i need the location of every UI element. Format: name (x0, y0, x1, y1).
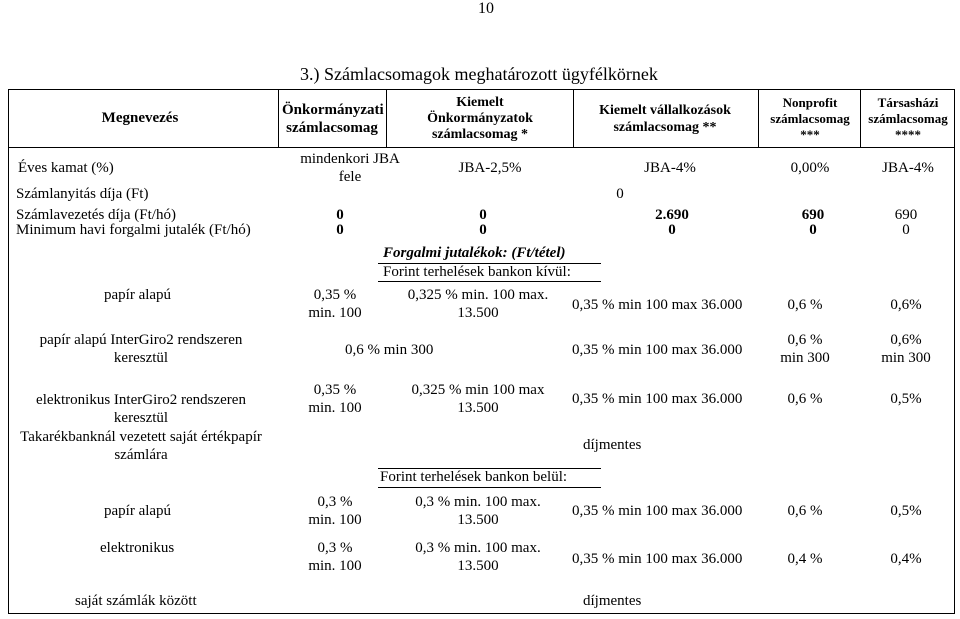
row-label-szamlavezetes: Számlavezetés díja (Ft/hó) (16, 207, 176, 223)
kivul-elektronikus-intergiro-col4: 0,6 % (787, 391, 823, 407)
belul-elektronikus-col1-line2: min. 100 (308, 558, 362, 574)
header-col4-line2: számlacsomag (770, 111, 850, 126)
min-forgalmi-col2: 0 (479, 222, 487, 238)
kivul-papir-intergiro-col12: 0,6 % min 300 (345, 342, 434, 358)
header-col4-line1: Nonprofit (782, 95, 838, 110)
belul-papir-col4: 0,6 % (787, 503, 823, 519)
szamlanyitas-value: 0 (616, 186, 624, 202)
kivul-papir-col1-line1: 0,35 % (313, 287, 357, 303)
kivul-papir-intergiro-col3: 0,35 % min 100 max 36.000 (572, 342, 743, 358)
belul-papir-col2-line1: 0,3 % min. 100 max. (415, 494, 541, 510)
eves-kamat-col3: JBA-4% (644, 160, 696, 176)
kivul-elektronikus-intergiro-col2-line2: 13.500 (457, 400, 499, 416)
forgalmi-title: Forgalmi jutalékok: (Ft/tétel) (383, 245, 566, 261)
kivul-elektronikus-intergiro-col3: 0,35 % min 100 max 36.000 (572, 391, 743, 407)
belul-papir-col1-line2: min. 100 (308, 512, 362, 528)
forgalmi-belul-title: Forint terhelések bankon belül: (380, 469, 568, 485)
belul-elektronikus-col3: 0,35 % min 100 max 36.000 (572, 551, 743, 567)
row-label-szamlanyitas: Számlanyitás díja (Ft) (16, 186, 149, 202)
forgalmi-kivul-title: Forint terhelések bankon kívül: (383, 264, 571, 280)
eves-kamat-col1-line2: fele (338, 169, 362, 185)
header-col2-line2: Önkormányzatok (427, 111, 533, 126)
eves-kamat-col5: JBA-4% (882, 160, 934, 176)
kivul-papir-col4: 0,6 % (787, 297, 823, 313)
kivul-papir-intergiro-col4-line2: min 300 (780, 350, 830, 366)
szamlavezetes-col2: 0 (479, 207, 487, 223)
kivul-papir-label: papír alapú (104, 287, 172, 303)
page-number: 10 (478, 0, 494, 17)
belul-elektronikus-col5: 0,4% (890, 551, 922, 567)
kivul-papir-col1-line2: min. 100 (308, 305, 362, 321)
header-col3-line2: számlacsomag ** (613, 120, 717, 135)
belul-elektronikus-col4: 0,4 % (787, 551, 823, 567)
kivul-elektronikus-intergiro-label-line2: keresztül (113, 410, 169, 426)
kivul-takarekbank-label-line2: számlára (114, 447, 168, 463)
kivul-papir-col2-line2: 13.500 (457, 305, 499, 321)
header-col4-line3: *** (800, 127, 820, 142)
row-label-eves-kamat: Éves kamat (%) (18, 160, 114, 176)
belul-papir-col3: 0,35 % min 100 max 36.000 (572, 503, 743, 519)
kivul-elektronikus-intergiro-col1-line1: 0,35 % (313, 382, 357, 398)
header-col5-line1: Társasházi (877, 95, 939, 110)
belul-elektronikus-col2-line1: 0,3 % min. 100 max. (415, 540, 541, 556)
header-col2-line3: számlacsomag * (431, 127, 529, 142)
header-col5-line3: **** (895, 127, 921, 142)
header-name: Megnevezés (101, 110, 179, 126)
eves-kamat-col1-line1: mindenkori JBA (300, 151, 400, 167)
min-forgalmi-col4: 0 (809, 222, 817, 238)
header-col5-line2: számlacsomag (868, 111, 948, 126)
eves-kamat-col2: JBA-2,5% (458, 160, 522, 176)
eves-kamat-col4: 0,00% (790, 160, 830, 176)
szamlavezetes-col1: 0 (336, 207, 344, 223)
belul-elektronikus-col2-line2: 13.500 (457, 558, 499, 574)
row-label-min-forgalmi: Minimum havi forgalmi jutalék (Ft/hó) (16, 222, 251, 238)
szamlavezetes-col4: 690 (801, 207, 825, 223)
belul-papir-col1-line1: 0,3 % (317, 494, 353, 510)
belul-elektronikus-label: elektronikus (100, 540, 175, 556)
szamlavezetes-col3: 2.690 (655, 207, 689, 223)
kivul-elektronikus-intergiro-label-line1: elektronikus InterGiro2 rendszeren (36, 392, 246, 408)
kivul-elektronikus-intergiro-col1-line2: min. 100 (308, 400, 362, 416)
kivul-papir-intergiro-col5-line1: 0,6% (890, 332, 922, 348)
kivul-papir-col5: 0,6% (890, 297, 922, 313)
kivul-papir-intergiro-label-line1: papír alapú InterGiro2 rendszeren (39, 332, 243, 348)
szamlavezetes-col5: 690 (894, 207, 918, 223)
belul-sajat-label: saját számlák között (75, 593, 197, 609)
min-forgalmi-col1: 0 (336, 222, 344, 238)
belul-papir-col2-line2: 13.500 (457, 512, 499, 528)
section-title: 3.) Számlacsomagok meghatározott ügyfélkörnek (300, 64, 658, 84)
kivul-elektronikus-intergiro-col2-line1: 0,325 % min 100 max (411, 382, 545, 398)
kivul-takarekbank-label-line1: Takarékbanknál vezetett saját értékpapír (20, 429, 262, 445)
kivul-papir-intergiro-label-line2: keresztül (113, 350, 169, 366)
min-forgalmi-col3: 0 (668, 222, 676, 238)
kivul-papir-intergiro-col4-line1: 0,6 % (787, 332, 823, 348)
kivul-takarekbank-value: díjmentes (583, 437, 642, 453)
kivul-papir-col2-line1: 0,325 % min. 100 max. (407, 287, 549, 303)
kivul-elektronikus-intergiro-col5: 0,5% (890, 391, 922, 407)
kivul-papir-intergiro-col5-line2: min 300 (881, 350, 931, 366)
header-col1-line1: Önkormányzati (282, 102, 384, 118)
belul-papir-label: papír alapú (104, 503, 172, 519)
belul-sajat-value: díjmentes (583, 593, 642, 609)
belul-elektronikus-col1-line1: 0,3 % (317, 540, 353, 556)
header-col2-line1: Kiemelt (456, 95, 504, 110)
belul-papir-col5: 0,5% (890, 503, 922, 519)
min-forgalmi-col5: 0 (902, 222, 910, 238)
kivul-papir-col3: 0,35 % min 100 max 36.000 (572, 297, 743, 313)
header-col3-line1: Kiemelt vállalkozások (599, 103, 731, 118)
header-col1-line2: számlacsomag (286, 120, 378, 136)
